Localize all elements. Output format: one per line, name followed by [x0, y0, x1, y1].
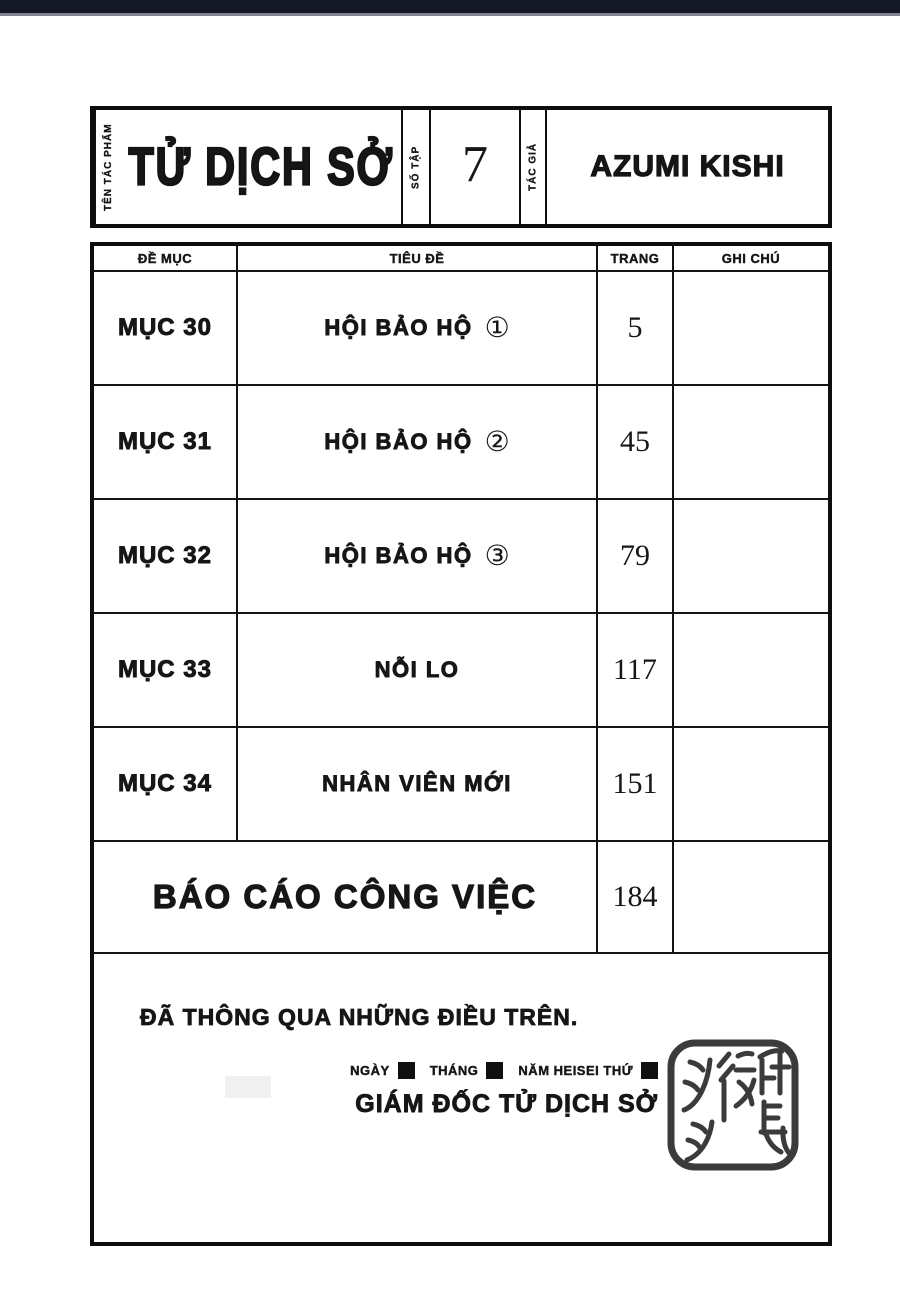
contents-box — [90, 242, 832, 1246]
work-name-label: TÊN TÁC PHẨM — [94, 110, 121, 224]
row-page-number: 45 — [598, 386, 674, 500]
circled-number-icon: ① — [484, 313, 510, 344]
volume-cell — [431, 110, 519, 224]
row-item-number: MỤC 31 — [94, 386, 238, 500]
column-header-note: GHI CHÚ — [674, 246, 828, 272]
volume-label: SỐ TẬP — [401, 110, 431, 224]
circled-number-icon: ③ — [484, 541, 510, 572]
row-note-cell — [674, 386, 828, 500]
seal-glyph-strokes — [684, 1051, 792, 1160]
report-page-number: 184 — [598, 842, 674, 954]
report-row-title-cell — [94, 842, 598, 954]
author-label: TÁC GIẢ — [519, 110, 547, 224]
row-chapter-title — [238, 728, 598, 842]
row-note-cell — [674, 614, 828, 728]
month-redaction-box — [486, 1062, 503, 1079]
row-item-number: MỤC 30 — [94, 272, 238, 386]
chapter-title-text: NỖI LO — [374, 657, 460, 682]
column-header-page: TRANG — [598, 246, 674, 272]
top-bar-edge-line — [0, 13, 900, 16]
report-title-text: BÁO CÁO CÔNG VIỆC — [152, 878, 538, 915]
month-label: THÁNG — [429, 1063, 479, 1078]
date-line — [350, 1062, 658, 1079]
row-item-number: MỤC 34 — [94, 728, 238, 842]
faint-smudge — [225, 1076, 271, 1098]
year-label: NĂM HEISEI THỨ — [518, 1063, 633, 1078]
work-title: TỬ DỊCH SỞ — [128, 136, 394, 197]
row-chapter-title — [238, 500, 598, 614]
author-cell — [547, 110, 828, 224]
row-chapter-title — [238, 614, 598, 728]
report-note-cell — [674, 842, 828, 954]
chapter-title-text: HỘI BẢO HỘ — [324, 315, 473, 340]
row-note-cell — [674, 272, 828, 386]
title-header-box — [90, 106, 832, 228]
day-label: NGÀY — [350, 1063, 390, 1078]
row-page-number: 79 — [598, 500, 674, 614]
top-letterbox-bar — [0, 0, 900, 13]
author-name: AZUMI KISHI — [590, 150, 785, 183]
row-item-number: MỤC 32 — [94, 500, 238, 614]
row-page-number: 151 — [598, 728, 674, 842]
row-note-cell — [674, 728, 828, 842]
chapter-title-text: HỘI BẢO HỘ — [324, 543, 473, 568]
year-redaction-box — [641, 1062, 658, 1079]
director-seal-stamp — [666, 1038, 800, 1172]
row-page-number: 117 — [598, 614, 674, 728]
row-note-cell — [674, 500, 828, 614]
row-page-number: 5 — [598, 272, 674, 386]
day-redaction-box — [398, 1062, 415, 1079]
volume-number: 7 — [462, 135, 488, 193]
director-signature-line: GIÁM ĐỐC TỬ DỊCH SỞ — [355, 1090, 658, 1118]
column-header-item: ĐỀ MỤC — [94, 246, 238, 272]
row-chapter-title — [238, 272, 598, 386]
chapter-title-text: HỘI BẢO HỘ — [324, 429, 473, 454]
contents-table — [94, 246, 828, 954]
work-title-cell — [121, 110, 401, 224]
circled-number-icon: ② — [484, 427, 510, 458]
chapter-title-text: NHÂN VIÊN MỚI — [322, 771, 512, 796]
row-chapter-title — [238, 386, 598, 500]
approval-statement: ĐÃ THÔNG QUA NHỮNG ĐIỀU TRÊN. — [140, 1004, 579, 1030]
row-item-number: MỤC 33 — [94, 614, 238, 728]
column-header-title: TIÊU ĐỀ — [238, 246, 598, 272]
